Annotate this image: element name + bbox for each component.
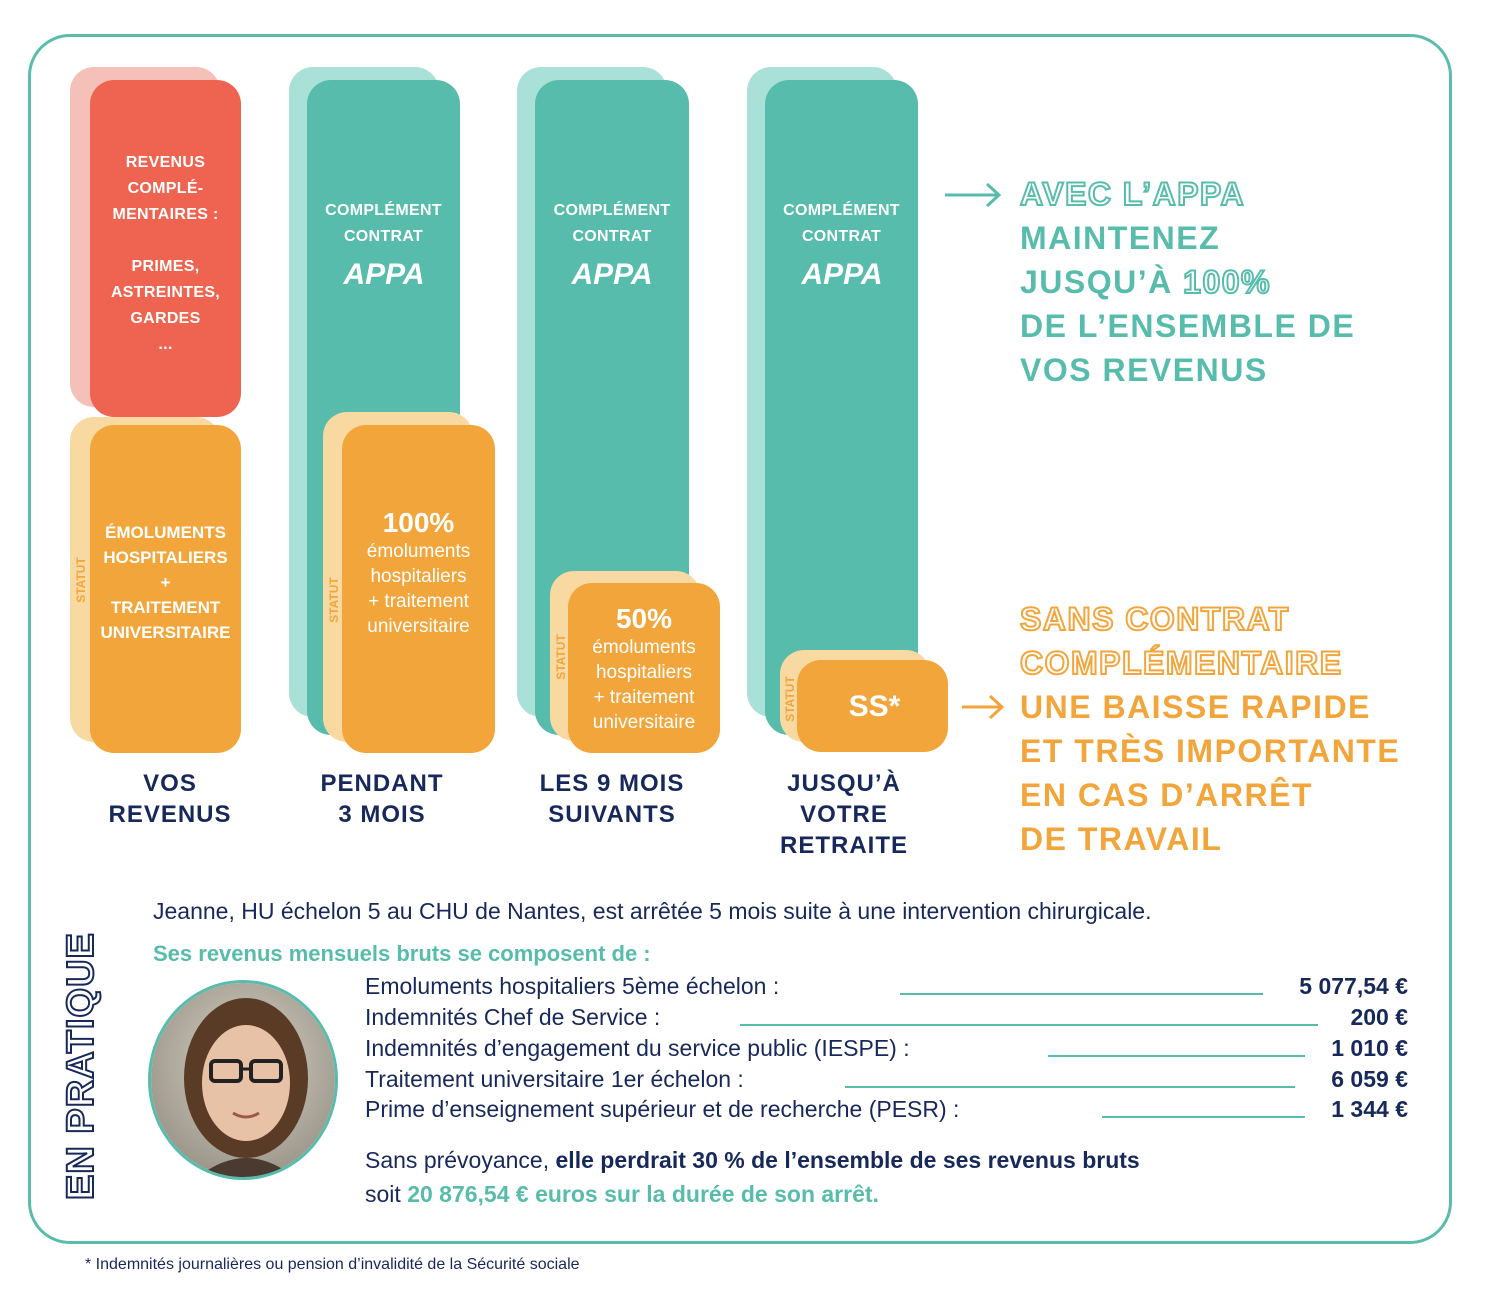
arrow-right-icon (943, 180, 1003, 210)
concl-c: soit (365, 1181, 408, 1207)
o2-line-3: + traitement (368, 591, 469, 612)
col4-label (744, 768, 944, 861)
en-pratique-title: EN PRATIQUE (60, 932, 102, 1200)
teal2-line-2: CONTRAT (343, 228, 424, 245)
pratique-subhead: Ses revenus mensuels bruts se composent de : (153, 941, 651, 966)
income-value: 200 € (1350, 1004, 1408, 1030)
col2-100pct (342, 425, 495, 753)
red-line-4: PRIMES, (131, 258, 200, 275)
concl-b: elle perdrait 30 % de l’ensemble de ses revenus bruts (555, 1147, 1140, 1173)
col4-label-l3: RETRAITE (780, 832, 908, 859)
income-label: Traitement universitaire 1er échelon : (365, 1066, 744, 1092)
income-row (365, 1066, 1408, 1096)
red-line-7: ... (158, 336, 173, 353)
dotted-leader (900, 993, 1263, 995)
dotted-leader (1048, 1055, 1305, 1057)
sans-msg-l1: SANS CONTRAT (1020, 601, 1290, 637)
col1-revenus-complementaires (90, 80, 241, 417)
o1-line-5: UNIVERSITAIRE (100, 623, 231, 642)
teal2-line-1: COMPLÉMENT (325, 202, 442, 219)
teal3-line-2: CONTRAT (572, 228, 652, 245)
sans-msg-l6: DE TRAVAIL (1020, 821, 1223, 857)
teal4-line-2: CONTRAT (801, 228, 882, 245)
sans-msg-l4: ET TRÈS IMPORTANTE (1020, 733, 1401, 769)
col2-label (282, 768, 482, 830)
concl-d: 20 876,54 € euros sur la durée de son arrêt. (407, 1181, 879, 1207)
col1-label-l1: VOS (143, 770, 197, 797)
o2-line-1: émoluments (366, 541, 471, 562)
col4-label-l2: VOTRE (800, 801, 888, 828)
concl-a: Sans prévoyance, (365, 1147, 556, 1173)
pratique-intro: Jeanne, HU échelon 5 au CHU de Nantes, est arrêtée 5 mois suite à une intervention chirurgicale. (153, 898, 1152, 924)
income-value: 1 344 € (1331, 1096, 1408, 1122)
appa-msg-l5: VOS REVENUS (1020, 352, 1268, 388)
o1-line-2: HOSPITALIERS (103, 548, 228, 567)
appa-msg-l2: MAINTENEZ (1020, 220, 1221, 256)
o1-line-1: ÉMOLUMENTS (105, 523, 226, 542)
col1-emoluments (90, 425, 241, 753)
col3-label (512, 768, 712, 830)
red-line-6: GARDES (130, 310, 201, 327)
income-row (365, 973, 1408, 1003)
appa-msg-l3 (1020, 260, 1355, 304)
income-label: Indemnités Chef de Service : (365, 1004, 661, 1030)
income-label: Emoluments hospitaliers 5ème échelon : (365, 973, 780, 999)
col3-50pct (568, 583, 720, 753)
appa-logo-col4 (765, 258, 918, 293)
o1-line-3: + (160, 573, 171, 592)
conclusion-line-1 (365, 1147, 1140, 1174)
o2-line-2: hospitaliers (370, 566, 467, 587)
col2-label-l2: 3 MOIS (338, 801, 426, 828)
dotted-leader (740, 1024, 1318, 1026)
o2-pct: 100% (382, 507, 455, 538)
dotted-leader (845, 1086, 1295, 1088)
income-row (365, 1004, 1408, 1034)
income-row (365, 1096, 1408, 1126)
o3-line-4: universitaire (592, 712, 696, 733)
appa-msg-l3a: JUSQU’À (1020, 264, 1184, 300)
appa-msg-l1: AVEC L’APPA (1020, 176, 1246, 212)
statut-label-col3: STATUT (553, 634, 568, 680)
sans-msg-l2: COMPLÉMENTAIRE (1020, 645, 1343, 681)
svg-text:APPA: APPA (571, 258, 653, 288)
statut-label-col1: STATUT (73, 557, 88, 603)
arrow-right-icon (960, 692, 1006, 722)
avatar (148, 980, 338, 1180)
message-sans-contrat (1020, 597, 1400, 861)
o2-line-4: universitaire (367, 616, 470, 637)
dotted-leader (1102, 1116, 1305, 1118)
teal4-line-1: COMPLÉMENT (783, 202, 900, 219)
sans-msg-l3: UNE BAISSE RAPIDE (1020, 689, 1371, 725)
appa-msg-l3b: 100% (1183, 264, 1271, 300)
col4-label-l1: JUSQU’À (787, 770, 901, 797)
income-row (365, 1035, 1408, 1065)
appa-logo-col2 (307, 258, 460, 293)
statut-label-col4: STATUT (782, 676, 797, 722)
o3-line-3: + traitement (593, 687, 695, 708)
sans-msg-l5: EN CAS D’ARRÊT (1020, 777, 1314, 813)
red-line-2: COMPLÉ- (127, 180, 204, 197)
red-line-3: MENTAIRES : (112, 206, 219, 223)
income-value: 1 010 € (1331, 1035, 1408, 1061)
col4-complement-contrat (765, 80, 918, 735)
red-line-5: ASTREINTES, (110, 284, 221, 301)
col1-label (70, 768, 270, 830)
svg-text:APPA: APPA (342, 258, 425, 288)
statut-label-col2: STATUT (326, 577, 341, 623)
o4-ss-label: SS* (848, 690, 901, 723)
income-value: 6 059 € (1331, 1066, 1408, 1092)
col3-label-l1: LES 9 MOIS (539, 770, 685, 797)
conclusion-line-2 (365, 1181, 879, 1208)
appa-msg-l4: DE L’ENSEMBLE DE (1020, 308, 1356, 344)
o3-line-2: hospitaliers (595, 662, 693, 683)
message-avec-appa (1020, 172, 1355, 392)
col2-label-l1: PENDANT (320, 770, 444, 797)
o1-line-4: TRAITEMENT (110, 598, 221, 617)
income-value: 5 077,54 € (1299, 973, 1408, 999)
income-label: Indemnités d’engagement du service public (IESPE) : (365, 1035, 910, 1061)
svg-text:APPA: APPA (800, 258, 883, 288)
red-line-1: REVENUS (125, 154, 206, 171)
col4-ss (797, 660, 948, 752)
o3-pct: 50% (615, 603, 673, 634)
income-label: Prime d’enseignement supérieur et de recherche (PESR) : (365, 1096, 960, 1122)
teal3-line-1: COMPLÉMENT (553, 202, 671, 219)
col1-label-l2: REVENUS (108, 801, 232, 828)
col3-label-l2: SUIVANTS (548, 801, 676, 828)
appa-logo-col3 (535, 258, 689, 293)
footnote: * Indemnités journalières ou pension d’invalidité de la Sécurité sociale (85, 1256, 580, 1273)
o3-line-1: émoluments (592, 637, 696, 658)
